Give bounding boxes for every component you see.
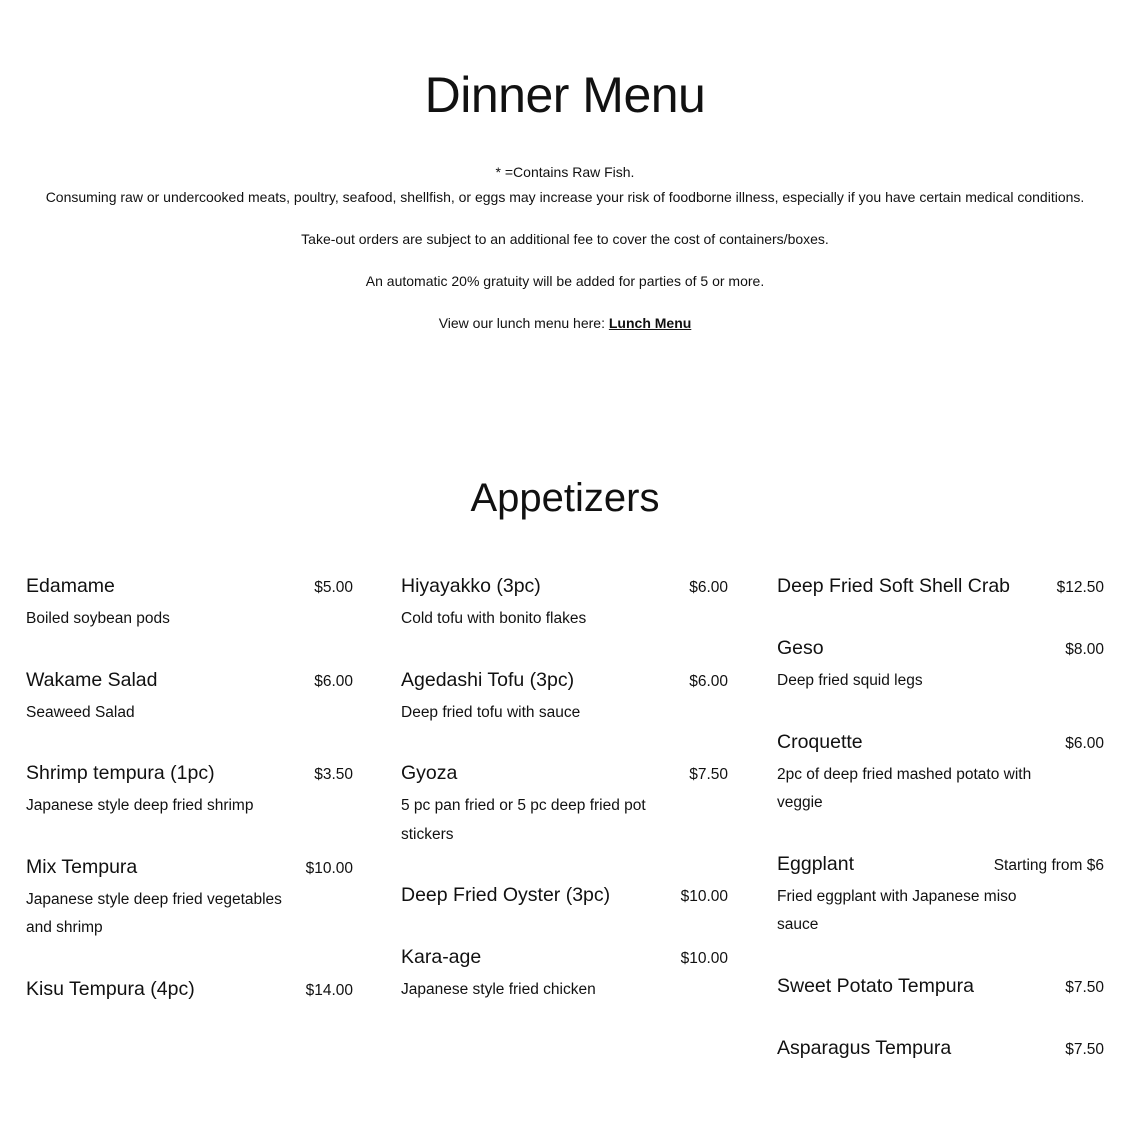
menu-item — [401, 572, 728, 634]
menu-item-description: Boiled soybean pods — [26, 610, 170, 627]
menu-item-name: Deep Fried Soft Shell Crab — [777, 575, 1011, 597]
section-title-appetizers: Appetizers — [470, 476, 660, 520]
menu-item-price: $10.00 — [680, 950, 728, 967]
gratuity-note: An automatic 20% gratuity will be added for parties of 5 or more. — [365, 273, 765, 289]
menu-notes — [0, 160, 1130, 336]
menu-item-name: Hiyayakko (3pc) — [401, 575, 541, 597]
menu-item-price: $6.00 — [689, 672, 728, 690]
menu-item-name: Asparagus Tempura — [777, 1036, 952, 1059]
menu-item — [401, 881, 728, 911]
menu-item-header — [401, 759, 728, 789]
foodborne-warning: Consuming raw or undercooked meats, poultry, seafood, shellfish, or eggs may increase your risk of foodborne illness, especially if you have certain medical conditions. — [45, 189, 1085, 205]
menu-item-description: Deep fried squid legs — [777, 672, 923, 689]
menu-item-header — [777, 1034, 1104, 1064]
menu-item-description: 5 pc pan fried or 5 pc deep fried pot stickers — [401, 797, 646, 843]
menu-item-description: Japanese style fried chicken — [401, 981, 596, 998]
menu-item — [777, 972, 1104, 1002]
menu-item-header — [777, 634, 1104, 664]
menu-item-description: Japanese style deep fried shrimp — [26, 797, 254, 814]
menu-item — [26, 853, 353, 943]
menu-item-description: Cold tofu with bonito flakes — [401, 610, 587, 627]
menu-item-header — [26, 853, 353, 883]
menu-column-3 — [777, 572, 1104, 1096]
menu-item — [401, 666, 728, 728]
menu-item-name: Wakame Salad — [26, 668, 158, 691]
menu-item-header — [26, 975, 353, 1005]
menu-item — [777, 850, 1104, 940]
menu-item-price: $6.00 — [314, 672, 353, 690]
menu-item — [777, 572, 1104, 602]
menu-item-price: $14.00 — [305, 981, 353, 999]
menu-item-name: Deep Fried Oyster (3pc) — [401, 884, 611, 906]
menu-item-header — [401, 666, 728, 696]
menu-item-header — [401, 881, 728, 911]
menu-item-description: Seaweed Salad — [26, 703, 135, 721]
menu-item-name: Kara-age — [401, 946, 482, 968]
menu-item-price: $6.00 — [689, 579, 728, 596]
lunch-menu-line — [0, 311, 1130, 336]
menu-item-description: Fried eggplant with Japanese miso sauce — [777, 887, 1017, 933]
menu-item-price: $7.50 — [1065, 1040, 1104, 1058]
menu-item-price: $7.50 — [1065, 978, 1104, 996]
menu-item-header — [777, 728, 1104, 758]
menu-item — [26, 975, 353, 1005]
menu-item-header — [777, 850, 1104, 880]
menu-item — [777, 1034, 1104, 1064]
menu-item — [777, 728, 1104, 818]
menu-item-name: Gyoza — [401, 762, 458, 784]
menu-item-name: Geso — [777, 637, 824, 659]
menu-item-price: $3.50 — [314, 766, 353, 783]
menu-item-header — [777, 972, 1104, 1002]
menu-column-1 — [26, 572, 353, 1037]
menu-item-name: Shrimp tempura (1pc) — [26, 762, 215, 784]
menu-item-price: $6.00 — [1065, 734, 1104, 752]
menu-item — [26, 759, 353, 821]
menu-item-price: $8.00 — [1065, 641, 1104, 658]
menu-item-header — [26, 759, 353, 789]
lunch-menu-prefix: View our lunch menu here: — [438, 315, 609, 331]
menu-item-price: $10.00 — [680, 888, 728, 905]
menu-item-name: Mix Tempura — [26, 855, 138, 878]
menu-item — [26, 572, 353, 634]
takeout-note: Take-out orders are subject to an additional fee to cover the cost of containers/boxes. — [301, 231, 829, 247]
menu-item-header — [401, 943, 728, 973]
menu-item — [777, 634, 1104, 696]
menu-item-price: $12.50 — [1056, 579, 1104, 596]
menu-item-name: Sweet Potato Tempura — [777, 974, 974, 997]
menu-item — [26, 666, 353, 728]
lunch-menu-link[interactable]: Lunch Menu — [608, 315, 692, 331]
menu-item-name: Kisu Tempura (4pc) — [26, 977, 195, 1000]
raw-fish-note: * =Contains Raw Fish. — [495, 164, 635, 180]
menu-item-price: $5.00 — [314, 579, 353, 596]
page-title: Dinner Menu — [424, 67, 706, 123]
menu-item-price: $10.00 — [305, 859, 353, 877]
menu-item — [401, 943, 728, 1005]
menu-item-price: $7.50 — [689, 766, 728, 783]
menu-item-name: Agedashi Tofu (3pc) — [401, 668, 575, 691]
menu-item-header — [401, 572, 728, 602]
menu-item-description: Deep fried tofu with sauce — [401, 703, 581, 721]
menu-item-header — [26, 572, 353, 602]
menu-item-description: 2pc of deep fried mashed potato with veggie — [777, 765, 1032, 811]
menu-item-price: Starting from $6 — [993, 856, 1104, 874]
menu-item-name: Eggplant — [777, 852, 854, 875]
menu-item-description: Japanese style deep fried vegetables and shrimp — [26, 890, 282, 936]
menu-item-header — [777, 572, 1104, 602]
menu-item-name: Croquette — [777, 730, 863, 753]
menu-column-2 — [401, 572, 728, 1037]
menu-item — [401, 759, 728, 849]
menu-item-header — [26, 666, 353, 696]
menu-item-name: Edamame — [26, 575, 115, 597]
